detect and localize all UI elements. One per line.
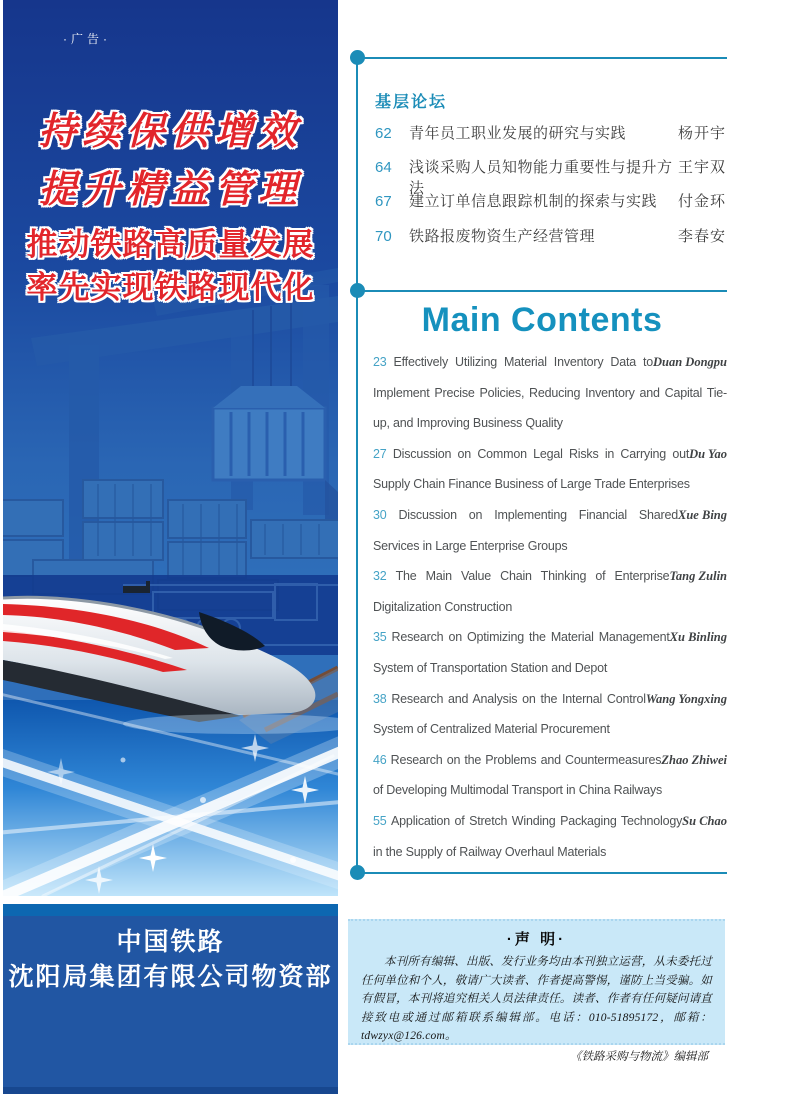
article-title: Research on Optimizing the Material Management System of Transportation Station and Depot xyxy=(373,630,670,675)
toc-bottom-rule xyxy=(357,872,727,874)
ad-tag-label: ·广告· xyxy=(63,32,111,46)
advertisement-panel xyxy=(3,0,338,896)
forum-toc-row xyxy=(375,225,726,246)
toc-entry xyxy=(373,439,727,500)
ad-slogan-line-2: 提升精益管理 xyxy=(38,169,303,211)
page-number: 35 xyxy=(373,630,387,645)
page-number: 23 xyxy=(373,355,387,369)
article-title: 建立订单信息跟踪机制的探索与实践 xyxy=(409,193,658,210)
article-title: Research and Analysis on the Internal Control System of Centralized Material Procurement xyxy=(373,691,646,737)
forum-toc-row xyxy=(375,122,726,143)
article-author: Duan Dongpu xyxy=(653,355,727,369)
ad-slogan-line-1: 持续保供增效 xyxy=(38,111,303,153)
page-number: 62 xyxy=(375,125,392,142)
toc-top-rule-dot xyxy=(350,50,365,65)
article-title: 铁路报废物资生产经营管理 xyxy=(409,228,596,245)
article-author: Wang Yongxing xyxy=(645,691,727,706)
article-title: Discussion on Implementing Financial Shared Services in Large Enterprise Groups xyxy=(373,507,679,553)
page-number: 64 xyxy=(375,159,392,176)
article-author: 杨开宇 xyxy=(677,125,726,142)
article-title: The Main Value Chain Thinking of Enterprise Digitalization Construction xyxy=(373,569,670,614)
article-title: 青年员工职业发展的研究与实践 xyxy=(409,125,627,142)
page-number: 55 xyxy=(373,813,387,828)
org-box-top-stripe xyxy=(3,904,338,916)
toc-separator-rule-dot xyxy=(350,283,365,298)
page-number: 67 xyxy=(375,193,392,210)
article-author: Zhao Zhiwei xyxy=(661,752,727,767)
forum-section-title: 基层论坛 xyxy=(375,94,448,111)
main-contents-title: Main Contents xyxy=(421,301,663,339)
ad-headline-line-1: 推动铁路高质量发展 xyxy=(26,227,315,262)
ad-headline-line-2: 率先实现铁路现代化 xyxy=(26,270,315,305)
toc-entry xyxy=(373,500,727,561)
article-author: Du Yao xyxy=(689,446,727,461)
article-title: Effectively Utilizing Material Inventory Data to Implement Precise Policies, Reducing Inventory and Capital Tie-up, and Improving Business Quality xyxy=(373,355,727,431)
toc-entry xyxy=(373,806,727,867)
article-author: Tang Zulin xyxy=(669,569,727,584)
page-number: 30 xyxy=(373,507,387,522)
article-title: Discussion on Common Legal Risks in Carrying out Supply Chain Finance Business of Large Trade Enterprises xyxy=(373,446,690,492)
toc-entry xyxy=(373,347,727,439)
article-title: Application of Stretch Winding Packaging Technology in the Supply of Railway Overhaul Materials xyxy=(373,813,683,859)
forum-toc-row xyxy=(375,190,726,211)
main-contents-list xyxy=(373,347,727,867)
toc-entry xyxy=(373,684,727,745)
toc-entry xyxy=(373,561,727,622)
article-author: Su Chao xyxy=(682,813,727,828)
organization-box xyxy=(3,904,338,1094)
statement-body: 本刊所有编辑、出版、发行业务均由本刊独立运营，从未委托过任何单位和个人，敬请广大读者、作者提高警惕，谨防上当受骗。如有假冒，本刊将追究相关人员法律责任。读者、作者有任何疑问请直接致电或通过邮箱联系编辑部。电话：010-51895172，邮箱：tdwzyx@126.com。 xyxy=(361,956,712,1042)
page-number: 70 xyxy=(375,228,392,245)
page-number: 46 xyxy=(373,752,387,767)
toc-entry xyxy=(373,745,727,806)
page-number: 27 xyxy=(373,446,387,461)
article-author: 付金环 xyxy=(677,193,726,210)
statement-title: ·声 明· xyxy=(506,931,567,948)
statement-box xyxy=(348,919,725,1063)
page-number: 38 xyxy=(373,691,387,706)
article-title: 浅谈采购人员知物能力重要性与提升方法 xyxy=(409,159,673,197)
article-author: Xu Binling xyxy=(669,630,727,645)
page-number: 32 xyxy=(373,569,387,584)
org-box-bottom-stripe xyxy=(3,1087,338,1094)
toc-entry xyxy=(373,622,727,683)
toc-separator-rule xyxy=(357,290,727,292)
article-author: 李春安 xyxy=(677,228,726,245)
statement-signature: 《铁路采购与物流》编辑部 xyxy=(570,1050,708,1063)
toc-top-rule xyxy=(357,57,727,59)
article-author: Xue Bing xyxy=(678,507,727,522)
article-title: Research on the Problems and Countermeasures of Developing Multimodal Transport in China Railways xyxy=(373,752,663,798)
article-author: 王宇双 xyxy=(677,159,726,176)
toc-left-vertical-rule xyxy=(356,58,358,872)
org-name-line-2: 沈阳局集团有限公司物资部 xyxy=(8,963,333,991)
org-name-line-1: 中国铁路 xyxy=(116,928,225,956)
toc-bottom-rule-dot xyxy=(350,865,365,880)
